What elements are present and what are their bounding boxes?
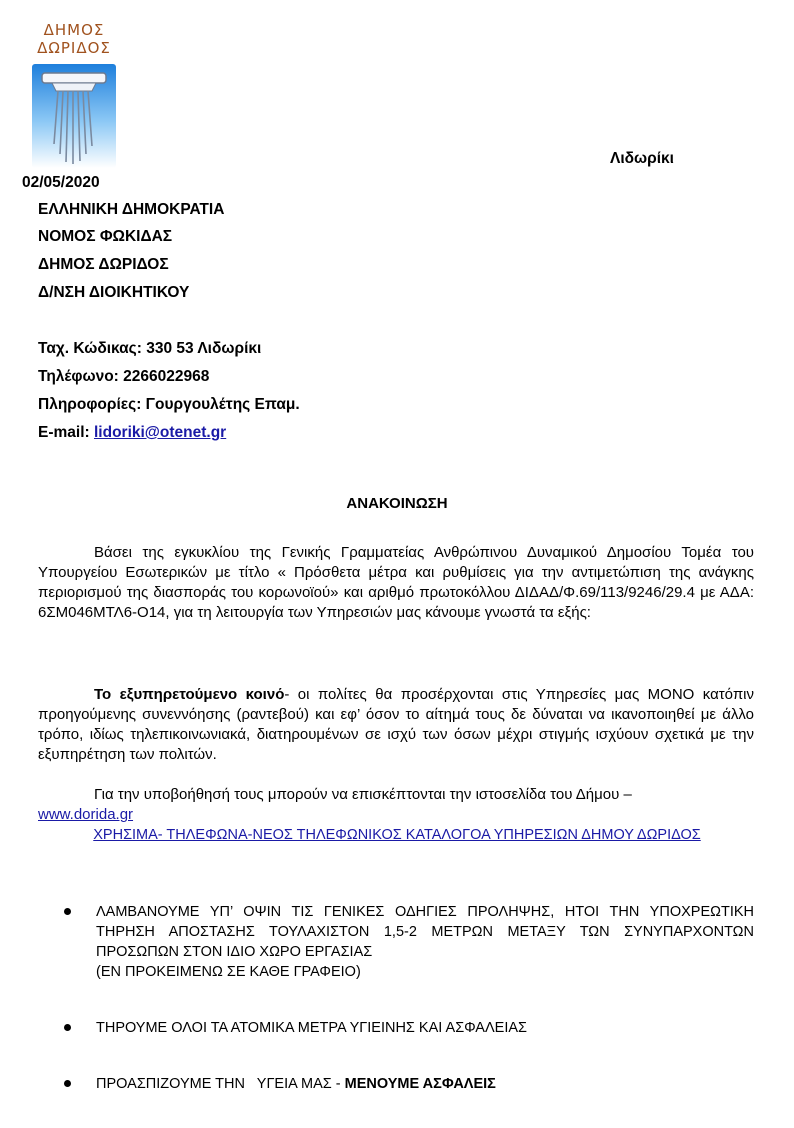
paragraph-public-service	[38, 685, 754, 765]
bullet-note: (ΕΝ ΠΡΟΚΕΙΜΕΝΩ ΣΕ ΚΑΘΕ ΓΡΑΦΕΙΟ)	[96, 964, 361, 980]
paragraph-bold-lead: Το εξυπηρετούμενο κοινό	[94, 686, 285, 703]
bullet-text-wrap	[96, 1074, 496, 1094]
announcement-title: ΑΝΑΚΟΙΝΩΣΗ	[346, 495, 448, 512]
catalog-row	[0, 827, 794, 843]
header-line-municipality: ΔΗΜΟΣ ΔΩΡΙΔΟΣ	[38, 256, 169, 273]
logo-line-2: ΔΩΡΙΔΟΣ	[37, 39, 111, 57]
postal-code: Ταχ. Κώδικας: 330 53 Λιδωρίκι	[38, 340, 262, 357]
place-name: Λιδωρίκι	[610, 150, 674, 167]
bullet-icon	[64, 1024, 71, 1031]
bullet-text: ΤΗΡΟΥΜΕ ΟΛΟΙ ΤΑ ΑΤΟΜΙΚΑ ΜΕΤΡΑ ΥΓΙΕΙΝΗΣ ΚΑΙ ΑΣΦΑΛΕΙΑΣ	[96, 1020, 527, 1036]
ionic-column-icon	[32, 64, 116, 168]
website-row	[38, 805, 754, 825]
email-row	[38, 424, 226, 442]
paragraph-circular: Βάσει της εγκυκλίου της Γενικής Γραμματείας Ανθρώπινου Δυναμικού Δημοσίου Τομέα του Υπουργείου Εσωτερικών με τίτλο « Πρόσθετα μέτρα και ρυθμίσεις για την αντιμετώπιση της ανάγκης περιορισμού της διασποράς του κορωνοϊού» και αριθμό πρωτοκόλλου ΔΙΔΑΔ/Φ.69/113/9246/29.4 με ΑΔΑ: 6ΣΜ046ΜΤΛ6-Ο14, για τη λειτουργία των Υπηρεσιών μας κάνουμε γνωστά τα εξής:	[38, 544, 754, 621]
bullet-icon	[64, 908, 71, 915]
email-label: E-mail:	[38, 424, 94, 441]
header-line-country: ΕΛΛΗΝΙΚΗ ΔΗΜΟΚΡΑΤΙΑ	[38, 201, 225, 218]
website-link[interactable]: www.dorida.gr	[38, 806, 134, 823]
phone-catalog-link[interactable]: ΧΡΗΣΙΜΑ- ΤΗΛΕΦΩΝΑ-ΝΕΟΣ ΤΗΛΕΦΩΝΙΚΟΣ ΚΑΤΑΛΟΓΟΑ ΥΠΗΡΕΣΙΩΝ ΔΗΜΟΥ ΔΩΡΙΔΟΣ	[93, 827, 701, 843]
paragraph-website-intro: Για την υποβοήθησή τους μπορούν να επισκέπτονται την ιστοσελίδα του Δήμου –	[94, 786, 632, 803]
municipality-logo	[28, 18, 120, 170]
contact-person: Πληροφορίες: Γουργουλέτης Επαμ.	[38, 396, 300, 413]
bullet-bold-text: ΜΕΝΟΥΜΕ ΑΣΦΑΛΕΙΣ	[344, 1076, 496, 1092]
header-line-department: Δ/ΝΣΗ ΔΙΟΙΚΗΤΙΚΟΥ	[38, 284, 190, 301]
email-link[interactable]: lidoriki@otenet.gr	[93, 424, 227, 441]
paragraph-body: - οι πολίτες θα προσέρχονται στις Υπηρεσίες μας ΜΟΝΟ κατόπιν προηγούμενης συνεννόησης (ραντεβού) και εφ’ όσον το αίτημά τους δε δύναται να ικανοποιηθεί με άλλο τρόπο, ιδίως τηλεπικοινωνιακά, διατηρουμένων σε ισχύ των όσων μέχρι στιγμής ισχύουν σχετικά με την εξυπηρέτηση των πολιτών.	[38, 686, 754, 763]
phone-number: Τηλέφωνο: 2266022968	[38, 368, 210, 385]
bullet-text: ΠΡΟΑΣΠΙΖΟΥΜΕ ΤΗΝ ΥΓΕΙΑ ΜΑΣ -	[96, 1076, 345, 1092]
bullet-icon	[64, 1080, 71, 1087]
logo-line-1: ΔΗΜΟΣ	[43, 21, 105, 39]
document-date: 02/05/2020	[22, 174, 100, 191]
bullet-text: ΛΑΜΒΑΝΟΥΜΕ ΥΠ’ ΟΨΙΝ ΤΙΣ ΓΕΝΙΚΕΣ ΟΔΗΓΙΕΣ ΠΡΟΛΗΨΗΣ, ΗΤΟΙ ΤΗΝ ΥΠΟΧΡΕΩΤΙΚΗ ΤΗΡΗΣΗ ΑΠΟΣΤΑΣΗΣ ΤΟΥΛΑΧΙΣΤΟΝ 1,5-2 ΜΕΤΡΩΝ ΜΕΤΑΞΥ ΤΩΝ ΣΥΝΥΠΑΡΧΟΝΤΩΝ ΠΡΟΣΩΠΩΝ ΣΤΟΝ ΙΔΙΟ ΧΩΡΟ ΕΡΓΑΣΙΑΣ	[96, 904, 754, 960]
header-line-prefecture: ΝΟΜΟΣ ΦΩΚΙΔΑΣ	[38, 228, 173, 245]
